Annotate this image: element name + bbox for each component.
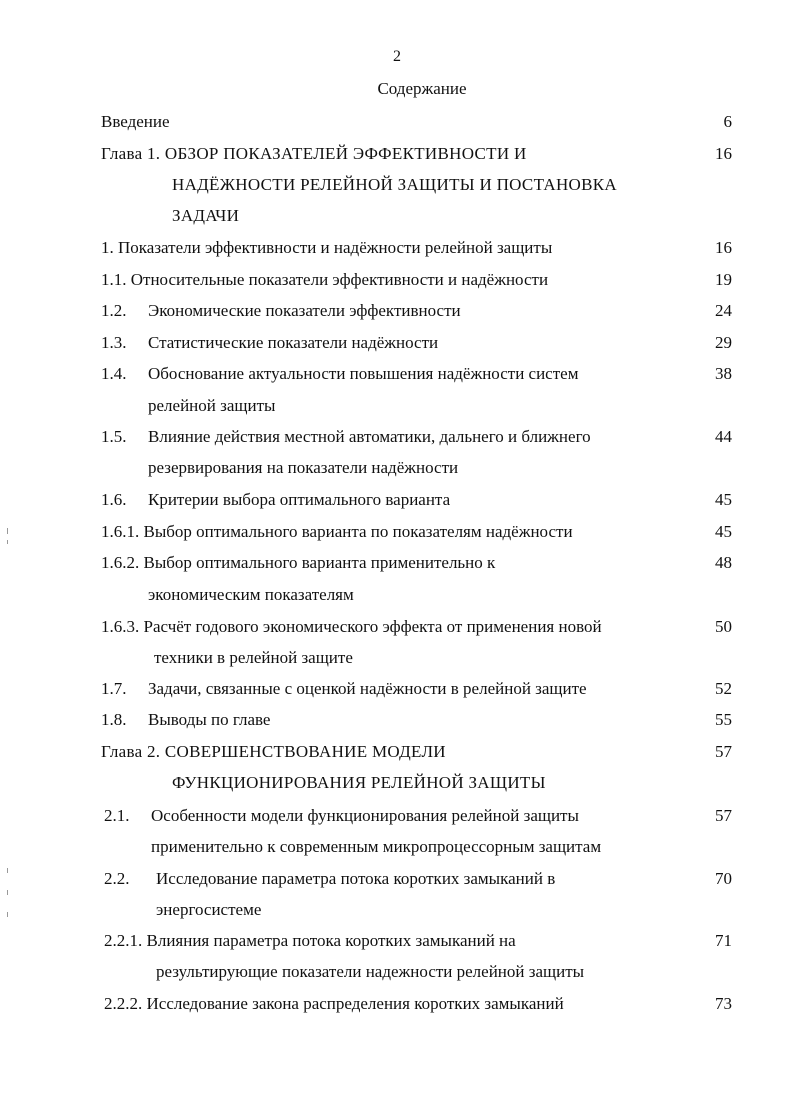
scan-mark: [7, 890, 8, 895]
toc-entry-chapter-2-cont: ФУНКЦИОНИРОВАНИЯ РЕЛЕЙНОЙ ЗАЩИТЫ: [172, 773, 546, 792]
toc-entry-1-6-1: 1.6.1. Выбор оптимального варианта по показателям надёжности: [101, 522, 573, 541]
scan-mark: [7, 528, 8, 534]
toc-entry-1-6-3-cont: техники в релейной защите: [154, 648, 353, 667]
toc-entry-chapter-1-cont: НАДЁЖНОСТИ РЕЛЕЙНОЙ ЗАЩИТЫ И ПОСТАНОВКА: [172, 175, 617, 194]
toc-page-1-4: 38: [715, 364, 732, 383]
toc-entry-intro: Введение: [101, 112, 170, 131]
toc-num-1-6: 1.6.: [101, 490, 127, 509]
toc-entry-1-6-2: 1.6.2. Выбор оптимального варианта применительно к: [101, 553, 496, 572]
toc-num-1-3: 1.3.: [101, 333, 127, 352]
toc-entry-1-8: Выводы по главе: [148, 710, 271, 729]
toc-entry-2-2-1-cont: результирующие показатели надежности релейной защиты: [156, 962, 585, 981]
toc-page-2-2-2: 73: [715, 994, 732, 1013]
toc-page-1-2: 24: [715, 301, 732, 320]
toc-page-2-2-1: 71: [715, 931, 732, 950]
toc-entry-1-4: Обоснование актуальности повышения надёжности систем: [148, 364, 579, 383]
toc-entry-1-5-cont: резервирования на показатели надёжности: [148, 458, 459, 477]
toc-entry-2-2-cont: энергосистеме: [156, 900, 262, 919]
toc-num-1-2: 1.2.: [101, 301, 127, 320]
toc-page-2-2: 70: [715, 869, 732, 888]
toc-page-intro: 6: [723, 112, 732, 131]
scan-mark: [7, 912, 8, 917]
toc-page-2-1: 57: [715, 806, 732, 825]
toc-entry-2-2: Исследование параметра потока коротких замыканий в: [156, 869, 556, 888]
toc-num-1-7: 1.7.: [101, 679, 127, 698]
toc-page-1-6-3: 50: [715, 617, 732, 636]
page-title: Содержание: [377, 79, 467, 98]
toc-entry-1-3: Статистические показатели надёжности: [148, 333, 439, 352]
toc-num-1-5: 1.5.: [101, 427, 127, 446]
toc-num-2-2: 2.2.: [104, 869, 130, 888]
toc-page-chapter-2: 57: [715, 742, 732, 761]
toc-entry-2-2-2: 2.2.2. Исследование закона распределения коротких замыканий: [104, 994, 564, 1013]
toc-entry-1-7: Задачи, связанные с оценкой надёжности в релейной защите: [148, 679, 587, 698]
toc-page-1-6: 45: [715, 490, 732, 509]
toc-entry-2-2-1: 2.2.1. Влияния параметра потока коротких замыканий на: [104, 931, 516, 950]
toc-num-2-1: 2.1.: [104, 806, 130, 825]
toc-page-1-6-2: 48: [715, 553, 732, 572]
toc-num-1-4: 1.4.: [101, 364, 127, 383]
toc-page-1-5: 44: [715, 427, 732, 446]
toc-page-chapter-1: 16: [715, 144, 732, 163]
toc-entry-1-4-cont: релейной защиты: [148, 396, 276, 415]
toc-entry-chapter-2: Глава 2. СОВЕРШЕНСТВОВАНИЕ МОДЕЛИ: [101, 742, 446, 761]
scan-mark: [7, 868, 8, 873]
toc-entry-2-1-cont: применительно к современным микропроцессорным защитам: [151, 837, 602, 856]
page-number: 2: [393, 48, 401, 65]
toc-page-1: 16: [715, 238, 732, 257]
toc-entry-1-6: Критерии выбора оптимального варианта: [148, 490, 451, 509]
toc-num-1-8: 1.8.: [101, 710, 127, 729]
toc-entry-1-2: Экономические показатели эффективности: [148, 301, 461, 320]
toc-entry-1-5: Влияние действия местной автоматики, дальнего и ближнего: [148, 427, 591, 446]
toc-entry-chapter-1: Глава 1. ОБЗОР ПОКАЗАТЕЛЕЙ ЭФФЕКТИВНОСТИ И: [101, 144, 527, 163]
toc-entry-1: 1. Показатели эффективности и надёжности релейной защиты: [101, 238, 553, 257]
toc-page-1-7: 52: [715, 679, 732, 698]
scan-mark: [7, 540, 8, 544]
toc-entry-1-6-2-cont: экономическим показателям: [148, 585, 354, 604]
toc-entry-1-6-3: 1.6.3. Расчёт годового экономического эффекта от применения новой: [101, 617, 602, 636]
toc-page-1-8: 55: [715, 710, 732, 729]
toc-entry-chapter-1-cont: ЗАДАЧИ: [172, 206, 240, 225]
toc-page-1-3: 29: [715, 333, 732, 352]
toc-page-1-1: 19: [715, 270, 732, 289]
toc-entry-1-1: 1.1. Относительные показатели эффективности и надёжности: [101, 270, 549, 289]
toc-entry-2-1: Особенности модели функционирования релейной защиты: [151, 806, 579, 825]
toc-page-1-6-1: 45: [715, 522, 732, 541]
